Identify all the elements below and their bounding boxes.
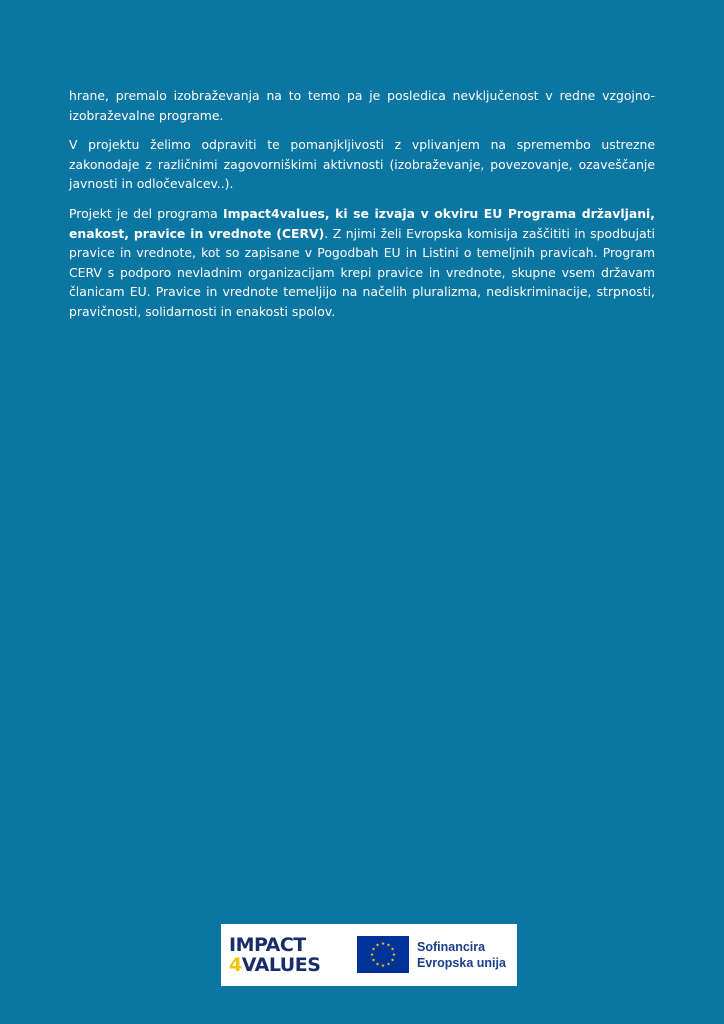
paragraph-3-end: . Z njimi želi Evropska komisija zaščititi in spodbujati pravice in vrednote, kot so zapisane v Pogodbah EU in Listini o temeljnih pravicah. Program CERV s podporo nevladnim organizacijam krepi pravice in vrednote, skupne vsem državam članicam EU. Pravice in vrednote temeljijo na načelih pluralizma, nediskriminacije, strpnosti, pravičnosti, solidarnosti in enakosti spolov. (69, 225, 655, 319)
eu-label-line2: Evropska unija (417, 956, 506, 970)
eu-cofunded-label (417, 939, 506, 971)
paragraph-3-start: Projekt je del programa (69, 205, 223, 221)
eu-label-line1: Sofinancira (417, 940, 486, 954)
paragraph-3 (69, 204, 655, 322)
paragraph-1: hrane, premalo izobraževanja na to temo pa je posledica nevključenost v redne vzgojno-izobraževalne programe. (69, 88, 655, 123)
impact-logo-values: VALUES (241, 954, 321, 976)
paragraph-2: V projektu želimo odpraviti te pomanjkljivosti z vplivanjem na spremembo ustrezne zakonodaje z različnimi zagovorniškimi aktivnosti (izobraževanje, povezovanje, ozaveščanje javnosti in odločevalcev..). (69, 137, 655, 192)
document-body (69, 86, 655, 332)
impact-logo-line1: IMPACT (229, 934, 306, 956)
impact-logo-line2 (229, 955, 320, 975)
impact-logo-four: 4 (229, 954, 242, 976)
paragraph-3-bold: Impact4values, ki se izvaja v okviru EU Programa državljani, enakost, pravice in vrednote (CERV) (69, 205, 655, 241)
eu-flag-icon (357, 936, 409, 973)
footer-logo-banner (221, 924, 517, 986)
impact4values-logo (229, 935, 320, 975)
